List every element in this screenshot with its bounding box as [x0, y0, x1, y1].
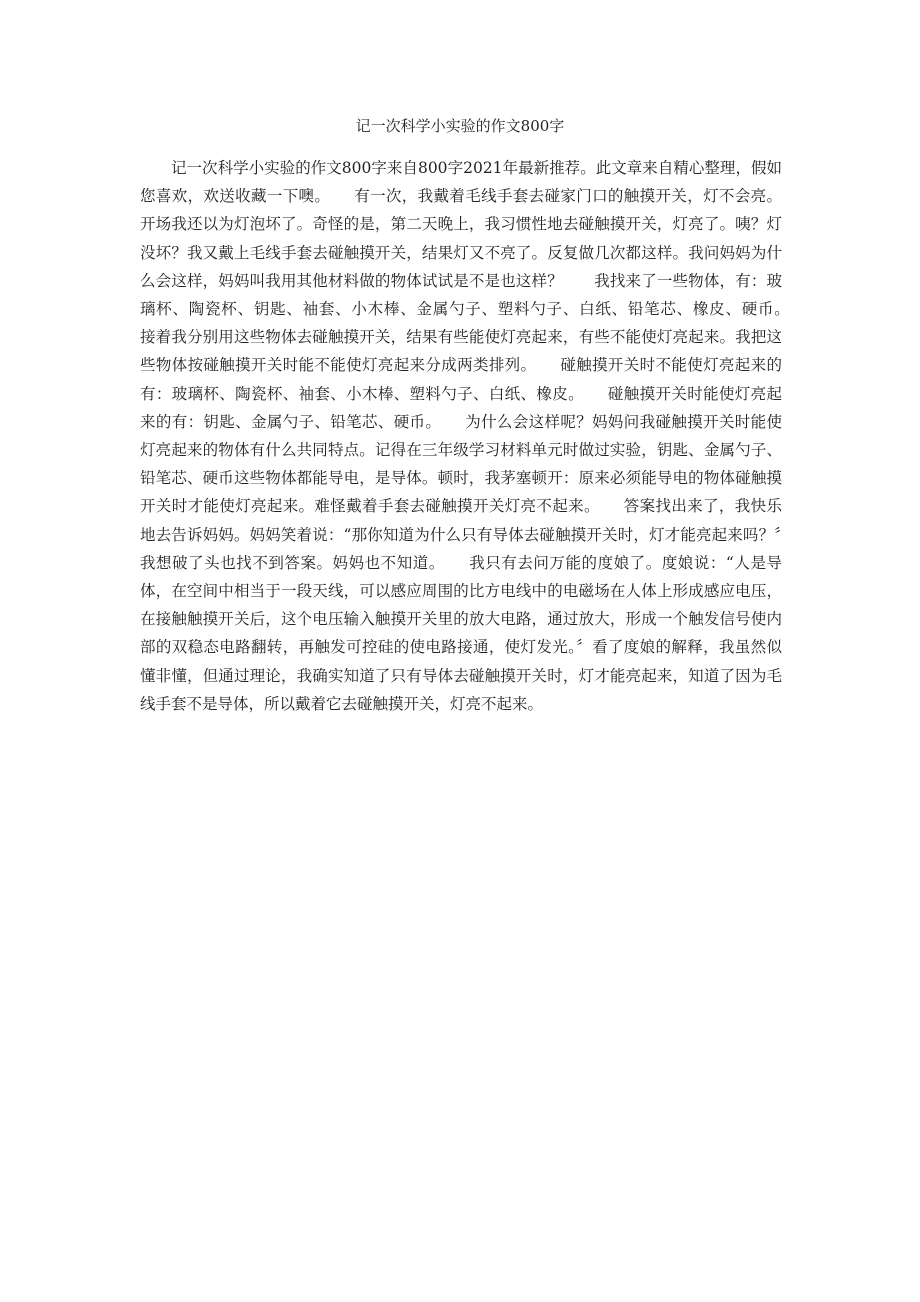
document-title: 记一次科学小实验的作文800字 [355, 117, 565, 135]
document-body-paragraph: 记一次科学小实验的作文800字来自800字2021年最新推荐。此文章来自精心整理，假如您喜欢，欢送收藏一下噢。 有一次，我戴着毛线手套去碰家门口的触摸开关，灯不会亮。开场我还以为灯泡坏了。奇怪的是，第二天晚上，我习惯性地去碰触摸开关，灯亮了。咦？灯没坏？我又戴上毛线手套去碰触摸开关，结果灯又不亮了。反复做几次都这样。我问妈妈为什么会这样，妈妈叫我用其他材料做的物体试试是不是也这样？ 我找来了一些物体，有：玻璃杯、陶瓷杯、钥匙、袖套、小木棒、金属勺子、塑料勺子、白纸、铅笔芯、橡皮、硬币。 接着我分别用这些物体去碰触摸开关，结果有些能使灯亮起来，有些不能使灯亮起来。我把这些物体按碰触摸开关时能不能使灯亮起来分成两类排列。 碰触摸开关时不能使灯亮起来的有：玻璃杯、陶瓷杯、袖套、小木棒、塑料勺子、白纸、橡皮。 碰触摸开关时能使灯亮起来的有：钥匙、金属勺子、铅笔芯、硬币。 为什么会这样呢？妈妈问我碰触摸开关时能使灯亮起来的物体有什么共同特点。记得在三年级学习材料单元时做过实验，钥匙、金属勺子、铅笔芯、硬币这些物体都能导电，是导体。顿时，我茅塞顿开：原来必须能导电的物体碰触摸开关时才能使灯亮起来。难怪戴着手套去碰触摸开关灯亮不起来。 答案找出来了，我快乐地去告诉妈妈。妈妈笑着说：“那你知道为什么只有导体去碰触摸开关时，灯才能亮起来吗？〞我想破了头也找不到答案。妈妈也不知道。 我只有去问万能的度娘了。度娘说：“人是导体，在空间中相当于一段天线，可以感应周围的比方电线中的电磁场在人体上形成感应电压，在接触触摸开关后，这个电压输入触摸开关里的放大电路，通过放大，形成一个触发信号使内部的双稳态电路翻转，再触发可控硅的使电路接通，使灯发光。〞看了度娘的解释，我虽然似懂非懂，但通过理论，我确实知道了只有导体去碰触摸开关时，灯才能亮起来，知道了因为毛线手套不是导体，所以戴着它去碰触摸开关，灯亮不起来。 [140, 159, 814, 713]
